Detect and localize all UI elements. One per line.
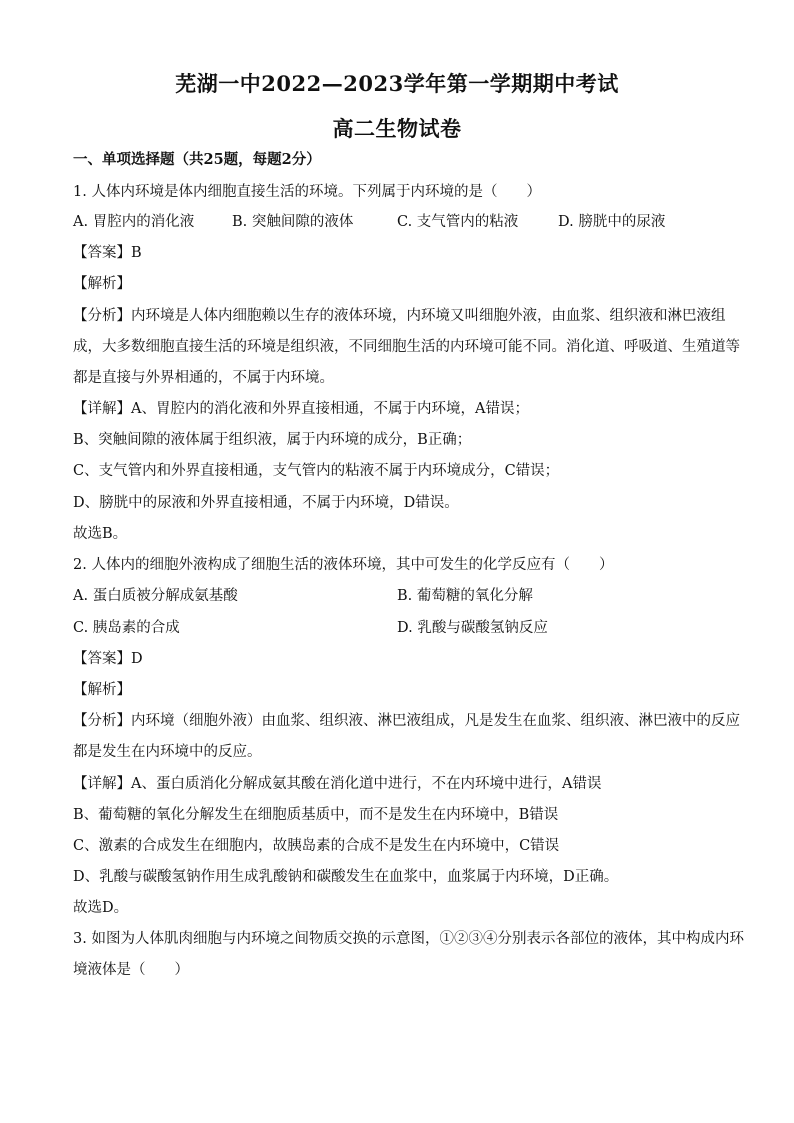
question-2-answer: 【答案】D: [73, 651, 143, 667]
question-1-analysis-line-2: 成，大多数细胞直接生活的环境是组织液，不同细胞生活的内环境可能不同。消化道、呼吸道、生殖道等: [73, 339, 740, 355]
section-heading: 一、单项选择题（共25题，每题2分）: [73, 151, 321, 168]
question-2-option-a: A. 蛋白质被分解成氨基酸: [73, 588, 238, 604]
question-2-option-d: D. 乳酸与碳酸氢钠反应: [397, 620, 548, 636]
question-1-option-c: C. 支气管内的粘液: [397, 214, 519, 230]
question-1-explanation-label: 【解析】: [73, 276, 131, 292]
question-2-analysis-line-2: 都是发生在内环境中的反应。: [73, 744, 262, 760]
question-2-conclusion: 故选D。: [73, 900, 129, 916]
question-1-detail-line-2: B、突触间隙的液体属于组织液，属于内环境的成分，B正确；: [73, 432, 472, 448]
question-3-stem-line-1: 3. 如图为人体肌肉细胞与内环境之间物质交换的示意图，①②③④分别表示各部位的液体，其中构成内环: [73, 931, 744, 947]
question-2-stem: 2. 人体内的细胞外液构成了细胞生活的液体环境，其中可发生的化学反应有（ ）: [73, 557, 614, 573]
question-1-detail-line-4: D、膀胱中的尿液和外界直接相通，不属于内环境，D错误。: [73, 495, 459, 511]
question-1-stem: 1. 人体内环境是体内细胞直接生活的环境。下列属于内环境的是（ ）: [73, 184, 541, 200]
question-1-analysis-line-3: 都是直接与外界相通的，不属于内环境。: [73, 370, 334, 386]
exam-subtitle: 高二生物试卷: [332, 116, 462, 141]
question-1-option-b: B. 突触间隙的液体: [232, 214, 354, 230]
question-1-option-d: D. 膀胱中的尿液: [558, 214, 666, 230]
question-2-analysis-line-1: 【分析】内环境（细胞外液）由血浆、组织液、淋巴液组成，凡是发生在血浆、组织液、淋巴液中的反应: [73, 713, 740, 729]
question-1-detail-line-3: C、支气管内和外界直接相通，支气管内的粘液不属于内环境成分，C错误；: [73, 463, 560, 479]
question-3-stem-line-2: 境液体是（ ）: [73, 962, 189, 978]
question-1-analysis-line-1: 【分析】内环境是人体内细胞赖以生存的液体环境，内环境又叫细胞外液，由血浆、组织液和淋巴液组: [73, 308, 726, 324]
question-2-detail-line-2: B、葡萄糖的氧化分解发生在细胞质基质中，而不是发生在内环境中，B错误: [73, 807, 559, 823]
question-2-option-b: B. 葡萄糖的氧化分解: [397, 588, 533, 604]
question-1-conclusion: 故选B。: [73, 526, 128, 542]
question-2-option-c: C. 胰岛素的合成: [73, 620, 180, 636]
exam-title: 芜湖一中2022—2023学年第一学期期中考试: [175, 71, 619, 96]
question-1-option-a: A. 胃腔内的消化液: [73, 214, 195, 230]
question-2-explanation-label: 【解析】: [73, 682, 131, 698]
question-1-detail-line-1: 【详解】A、胃腔内的消化液和外界直接相通，不属于内环境，A错误；: [73, 401, 529, 417]
question-2-detail-line-3: C、激素的合成发生在细胞内，故胰岛素的合成不是发生在内环境中，C错误: [73, 838, 560, 854]
question-2-detail-line-1: 【详解】A、蛋白质消化分解成氨其酸在消化道中进行，不在内环境中进行，A错误: [73, 776, 602, 792]
question-1-answer: 【答案】B: [73, 245, 142, 261]
question-2-detail-line-4: D、乳酸与碳酸氢钠作用生成乳酸钠和碳酸发生在血浆中，血浆属于内环境，D正确。: [73, 869, 619, 885]
